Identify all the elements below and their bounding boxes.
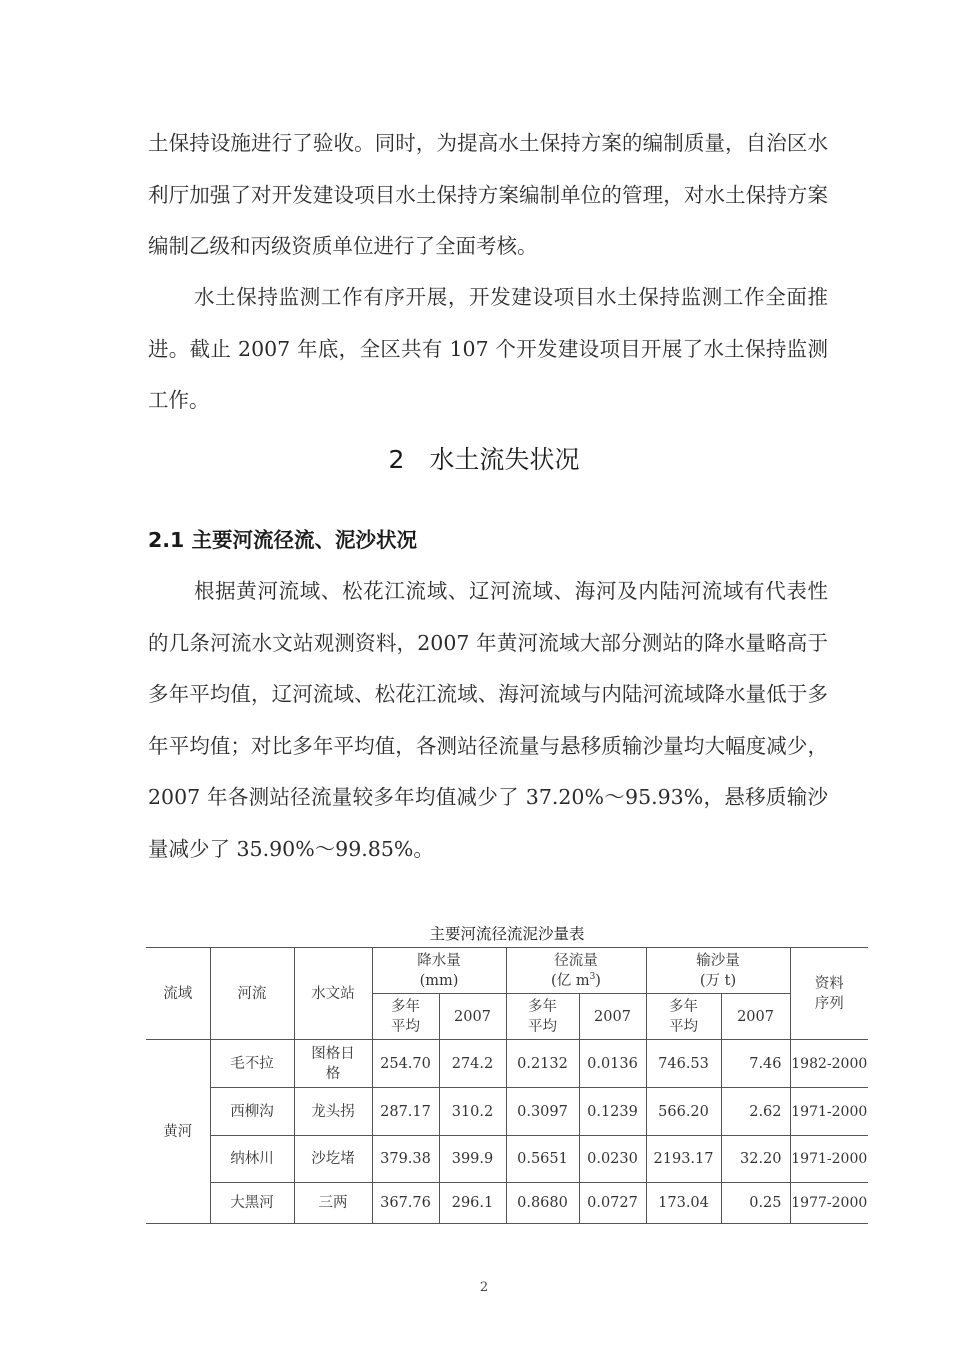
sediment-2007-cell: 2.62: [721, 1088, 790, 1136]
header-station: 水文站: [294, 948, 372, 1040]
runoff-unit-prefix: (亿 m: [551, 972, 590, 989]
runoff-unit-exponent: 3: [589, 971, 596, 982]
header-runoff-label: 径流量: [554, 952, 598, 969]
header-river: 河流: [210, 948, 294, 1040]
header-series: 资料序列: [790, 948, 868, 1040]
river-cell: 大黑河: [210, 1183, 294, 1224]
table-row: [146, 1088, 868, 1136]
header-precipitation: [372, 948, 506, 994]
header-precip-avg: 多年平均: [372, 994, 439, 1040]
runoff-2007-cell: 0.0136: [579, 1040, 646, 1088]
runoff-sediment-table: [146, 947, 868, 1224]
header-sediment-2007: 2007: [721, 994, 790, 1040]
precip-avg-cell: 379.38: [372, 1136, 439, 1183]
runoff-2007-cell: 0.0230: [579, 1136, 646, 1183]
precip-2007-cell: 274.2: [439, 1040, 506, 1088]
runoff-2007-cell: 0.1239: [579, 1088, 646, 1136]
series-cell: 1971-2000: [790, 1136, 868, 1183]
table-caption: 主要河流径流泥沙量表: [429, 925, 585, 943]
series-cell: 1982-2000: [790, 1040, 868, 1088]
station-cell: 沙圪堵: [294, 1136, 372, 1183]
precip-avg-cell: 367.76: [372, 1183, 439, 1224]
river-cell: 纳林川: [210, 1136, 294, 1183]
header-sediment-label: 输沙量: [696, 952, 740, 969]
river-cell: 毛不拉: [210, 1040, 294, 1088]
table-header-row: [146, 948, 868, 994]
header-runoff: [506, 948, 646, 994]
section-title: 2 水土流失状况: [388, 445, 580, 474]
header-runoff-2007: 2007: [579, 994, 646, 1040]
header-precipitation-unit: (mm): [419, 972, 459, 989]
paragraph-river-runoff-sediment: 根据黄河流域、松花江流域、辽河流域、海河及内陆河流域有代表性的几条河流水文站观测资料，2007 年黄河流域大部分测站的降水量略高于多年平均值，辽河流域、松花江流域、海河流域与内陆河流域降水量低于多年平均值；对比多年平均值，各测站径流量与悬移质输沙量均大幅度减少，2007 年各测站径流量较多年均值减少了 37.20%～95.93%，悬移质输沙量减少了 35.90%～99.85%。: [148, 579, 828, 861]
header-sediment: [646, 948, 790, 994]
runoff-avg-cell: 0.2132: [506, 1040, 579, 1088]
runoff-avg-cell: 0.8680: [506, 1183, 579, 1224]
header-basin: 流域: [146, 948, 210, 1040]
table-row: [146, 1040, 868, 1088]
page-number: 2: [479, 1280, 489, 1295]
basin-cell: 黄河: [146, 1040, 210, 1224]
sediment-2007-cell: 7.46: [721, 1040, 790, 1088]
sediment-avg-cell: 566.20: [646, 1088, 721, 1136]
precip-2007-cell: 310.2: [439, 1088, 506, 1136]
paragraph-water-conservation-acceptance: 土保持设施进行了验收。同时，为提高水土保持方案的编制质量，自治区水利厅加强了对开发建设项目水土保持方案编制单位的管理，对水土保持方案编制乙级和丙级资质单位进行了全面考核。: [148, 131, 828, 258]
sediment-avg-cell: 2193.17: [646, 1136, 721, 1183]
runoff-unit-suffix: ): [595, 972, 601, 989]
header-precip-2007: 2007: [439, 994, 506, 1040]
series-cell: 1971-2000: [790, 1088, 868, 1136]
precip-2007-cell: 296.1: [439, 1183, 506, 1224]
runoff-avg-cell: 0.3097: [506, 1088, 579, 1136]
header-runoff-unit: [507, 971, 646, 991]
table-row: [146, 1183, 868, 1224]
sediment-avg-cell: 173.04: [646, 1183, 721, 1224]
paragraph-monitoring-work: 水土保持监测工作有序开展，开发建设项目水土保持监测工作全面推进。截止 2007 年底，全区共有 107 个开发建设项目开展了水土保持监测工作。: [148, 285, 828, 412]
header-sediment-avg: 多年平均: [646, 994, 721, 1040]
header-sediment-unit: (万 t): [699, 972, 737, 989]
precip-avg-cell: 287.17: [372, 1088, 439, 1136]
sediment-2007-cell: 0.25: [721, 1183, 790, 1224]
runoff-2007-cell: 0.0727: [579, 1183, 646, 1224]
sediment-avg-cell: 746.53: [646, 1040, 721, 1088]
station-cell: 三两: [294, 1183, 372, 1224]
precip-2007-cell: 399.9: [439, 1136, 506, 1183]
precip-avg-cell: 254.70: [372, 1040, 439, 1088]
runoff-avg-cell: 0.5651: [506, 1136, 579, 1183]
header-runoff-avg: 多年平均: [506, 994, 579, 1040]
station-cell: 图格日格: [294, 1040, 372, 1088]
river-cell: 西柳沟: [210, 1088, 294, 1136]
header-precipitation-label: 降水量: [417, 952, 461, 969]
series-cell: 1977-2000: [790, 1183, 868, 1224]
table-row: [146, 1136, 868, 1183]
sediment-2007-cell: 32.20: [721, 1136, 790, 1183]
subsection-title: 2.1 主要河流径流、泥沙状况: [148, 528, 417, 552]
station-cell: 龙头拐: [294, 1088, 372, 1136]
